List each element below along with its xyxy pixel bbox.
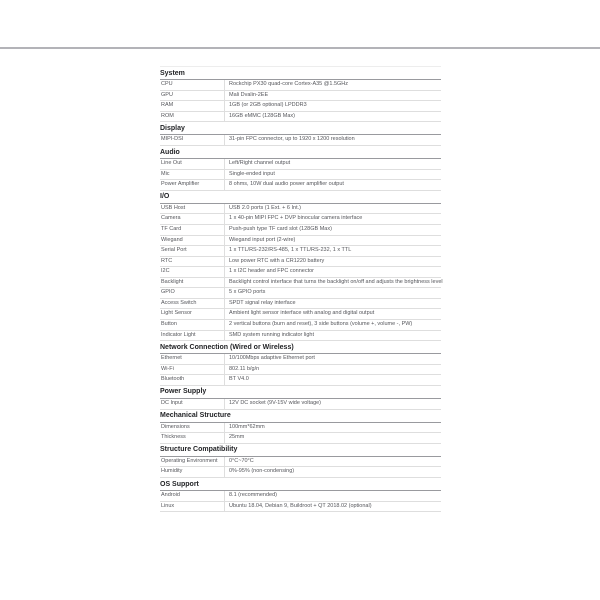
row-label: Ethernet [161, 355, 182, 362]
row-value: Backlight control interface that turns the backlight on/off and adjusts the brightness level [224, 278, 443, 288]
row-value: 2 vertical buttons (burn and reset), 3 side buttons (volume +, volume -, PW) [224, 320, 441, 330]
row-label: Wi-Fi [161, 365, 174, 372]
row-label: I2C [161, 268, 170, 275]
row-value: Left/Right channel output [224, 159, 441, 169]
row-value: 31-pin FPC connector, up to 1920 x 1200 resolution [224, 135, 441, 145]
row-value: BT V4.0 [224, 375, 441, 385]
section-mechanical-structure [160, 410, 441, 444]
row-label: ROM [161, 112, 174, 119]
row-label: Button [161, 321, 177, 327]
row-label: Humidity [161, 468, 183, 475]
row-label: Dimensions [161, 423, 190, 430]
row-value: 802.11 b/g/n [224, 365, 441, 375]
section-structure-compatibility [160, 444, 441, 478]
row-value: SPDT signal relay interface [224, 299, 441, 309]
row-label: DC Input [161, 399, 183, 406]
table-row [160, 112, 441, 123]
row-value: SMD system running indicator light [224, 331, 441, 341]
table-row [160, 159, 441, 170]
table-row [160, 433, 441, 444]
row-label: Mic [161, 170, 170, 177]
row-value: 12V DC socket (9V-15V wide voltage) [224, 399, 441, 409]
row-value: Low power RTC with a CR1220 battery [224, 257, 441, 267]
table-row [160, 180, 441, 191]
section-title: Network Connection (Wired or Wireless) [160, 341, 441, 354]
table-row [160, 91, 441, 102]
table-row [160, 331, 441, 342]
table-row [160, 423, 441, 434]
row-value: 5 x GPIO ports [224, 288, 441, 298]
row-label: TF Card [161, 225, 182, 232]
row-value: Mali Dvalin-2EE [224, 91, 441, 101]
row-label: Thickness [161, 434, 186, 441]
table-row [160, 320, 441, 331]
section-title: Audio [160, 146, 441, 159]
table-row [160, 278, 441, 289]
row-label: RAM [161, 102, 174, 109]
section-io [160, 191, 441, 341]
section-display [160, 122, 441, 146]
row-label: Wiegand [161, 236, 183, 243]
table-row [160, 214, 441, 225]
section-title: Power Supply [160, 386, 441, 399]
table-row [160, 204, 441, 215]
row-value: 8 ohms, 10W dual audio power amplifier output [224, 180, 441, 190]
row-label: Power Amplifier [161, 181, 200, 188]
row-label: Linux [161, 502, 175, 509]
row-value: 1 x TTL/RS-232/RS-485, 1 x TTL/RS-232, 1 x TTL [224, 246, 441, 256]
row-label: Indicator Light [161, 331, 196, 338]
row-label: GPU [161, 91, 173, 98]
row-label: Line Out [161, 160, 182, 167]
table-row [160, 375, 441, 386]
row-label: Light Sensor [161, 310, 192, 317]
section-power-supply [160, 386, 441, 410]
section-title: Structure Compatibility [160, 444, 441, 457]
row-value: Ubuntu 18.04, Debian 9, Buildroot + QT 2018.02 (optional) [224, 502, 441, 512]
table-row [160, 309, 441, 320]
row-label: USB Host [161, 204, 186, 211]
top-divider-line [0, 47, 600, 49]
table-row [160, 365, 441, 376]
table-row [160, 467, 441, 478]
row-label: Backlight [161, 278, 184, 285]
section-title: Mechanical Structure [160, 410, 441, 423]
table-row [160, 135, 441, 146]
row-value: 25mm [224, 433, 441, 443]
table-row [160, 257, 441, 268]
table-row [160, 399, 441, 410]
table-row [160, 299, 441, 310]
section-os-support [160, 478, 441, 512]
row-label: Bluetooth [161, 376, 185, 383]
table-row [160, 491, 441, 502]
table-row [160, 101, 441, 112]
row-label: RTC [161, 257, 173, 264]
row-value: 10/100Mbps adaptive Ethernet port [224, 354, 441, 364]
row-label: Android [161, 492, 180, 499]
row-value: Push-push type TF card slot (128GB Max) [224, 225, 441, 235]
specification-table [160, 66, 441, 512]
row-value: 1 x 40-pin MIPI FPC + DVP binocular camera interface [224, 214, 441, 224]
row-value: Ambient light sensor interface with analog and digital output [224, 309, 441, 319]
section-title: System [160, 67, 441, 80]
table-row [160, 267, 441, 278]
section-system [160, 67, 441, 122]
row-value: 16GB eMMC (128GB Max) [224, 112, 441, 122]
table-row [160, 246, 441, 257]
table-row [160, 225, 441, 236]
table-row [160, 80, 441, 91]
row-label: Serial Port [161, 247, 187, 254]
row-value: Wiegand input port (2-wire) [224, 236, 441, 246]
row-value: USB 2.0 ports (1 Ext. + 6 Int.) [224, 204, 441, 214]
section-title: I/O [160, 191, 441, 204]
section-title: OS Support [160, 478, 441, 491]
row-value: Single-ended input [224, 170, 441, 180]
row-value: 1 x I2C header and FPC connector [224, 267, 441, 277]
row-label: GPIO [161, 289, 175, 296]
row-label: MIPI-DSI [161, 136, 184, 143]
section-network-connection [160, 341, 441, 386]
table-row [160, 502, 441, 513]
row-value: 0°C~70°C [224, 457, 441, 467]
section-title: Display [160, 122, 441, 135]
table-row [160, 457, 441, 468]
row-label: Operating Environment [161, 457, 218, 464]
row-value: 1GB (or 2GB optional) LPDDR3 [224, 101, 441, 111]
table-row [160, 236, 441, 247]
row-value: 8.1 (recommended) [224, 491, 441, 501]
row-value: Rockchip PX30 quad-core Cortex-A35 @1.5GHz [224, 80, 441, 90]
row-label: CPU [161, 81, 173, 88]
table-row [160, 354, 441, 365]
row-label: Access Switch [161, 299, 197, 306]
row-value: 0%-95% (non-condensing) [224, 467, 441, 477]
table-row [160, 288, 441, 299]
row-label: Camera [161, 215, 181, 222]
row-value: 100mm*62mm [224, 423, 441, 433]
section-audio [160, 146, 441, 191]
table-row [160, 170, 441, 181]
